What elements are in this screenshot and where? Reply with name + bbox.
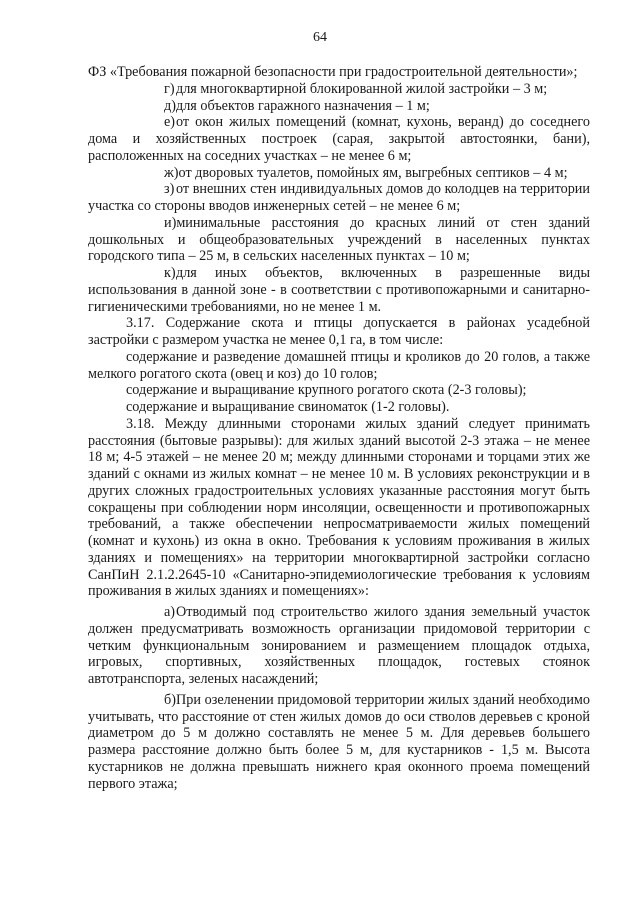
list-item-k	[88, 265, 590, 315]
list-item-text: от дворовых туалетов, помойных ям, выгребных септиков – 4 м;	[178, 164, 568, 181]
list-item-e	[88, 114, 590, 164]
list-item-a	[88, 604, 590, 688]
section-3-18	[88, 416, 590, 600]
document-body	[88, 64, 590, 792]
paragraph-text: ФЗ «Требования пожарной безопасности при градостроительной деятельности»;	[88, 64, 578, 80]
list-item-g	[88, 81, 590, 98]
list-item-text: для объектов гаражного назначения – 1 м;	[176, 97, 430, 114]
list-item-prefix: а)	[164, 604, 176, 620]
list-item-d	[88, 98, 590, 115]
list-item-prefix: к)	[164, 265, 176, 281]
list-item-prefix: б)	[164, 691, 176, 708]
livestock-item-pigs	[88, 399, 590, 416]
list-item-prefix: г)	[164, 80, 175, 97]
list-item-zh	[88, 165, 590, 182]
livestock-item-cattle	[88, 382, 590, 399]
list-item-prefix: д)	[164, 97, 176, 114]
livestock-item-poultry	[88, 349, 590, 383]
paragraph-law-reference	[88, 64, 590, 81]
list-item-text: для иных объектов, включенных в разрешенные виды использования в данной зоне - в соответствии с противопожарными и санитарно-гигиеническими требованиями, но не менее 1 м.	[88, 265, 590, 315]
list-item-text: минимальные расстояния до красных линий от стен зданий дошкольных и общеобразовательных учреждений в населенных пунктах городского типа – 25 м, в сельских населенных пунктах – 10 м;	[88, 214, 590, 265]
section-3-17	[88, 315, 590, 349]
paragraph-text: содержание и выращивание крупного рогатого скота (2-3 головы);	[126, 382, 527, 399]
list-item-prefix: з)	[164, 181, 175, 198]
list-item-text: для многоквартирной блокированной жилой застройки – 3 м;	[176, 80, 548, 97]
list-item-prefix: е)	[164, 114, 176, 131]
list-item-prefix: ж)	[164, 164, 179, 181]
list-item-text: от окон жилых помещений (комнат, кухонь, веранд) до соседнего дома и хозяйственных построек (сарая, закрытой автостоянки, бани), расположенных на соседних участках – не менее 6 м;	[88, 114, 590, 164]
list-item-text: от внешних стен индивидуальных домов до колодцев на территории участка со стороны вводов инженерных сетей – не менее 6 м;	[88, 181, 590, 214]
list-item-text: Отводимый под строительство жилого здания земельный участок должен предусматривать возможность организации придомовой территории с четким функциональным зонированием и размещением площадок отдыха, игровых, спортивных, хозяйственных площадок, гостевых стоянок автотранспорта, зеленых насаждений;	[88, 604, 590, 687]
list-item-prefix: и)	[164, 214, 177, 231]
page-number: 64	[313, 30, 327, 45]
paragraph-text: 3.18. Между длинными сторонами жилых зданий следует принимать расстояния (бытовые разрывы): для жилых зданий высотой 2-3 этажа – не менее 18 м; 4-5 этажей – не менее 20 м; между длинными сторонами и торцами этих же зданий с окнами из жилых комнат – не менее 10 м. В условиях реконструкции и в других сложных градостроительных условиях указанные расстояния могут быть сокращены при соблюдении норм инсоляции, освещенности и противопожарных требований, а также обеспечении непросматриваемости жилых помещений (комнат и кухонь) из окна в окно. Требования к условиям проживания в жилых зданиях и помещениях» на территории многоквартирной застройки согласно СанПиН 2.1.2.2645-10 «Санитарно-эпидемиологические требования к условиям проживания в жилых зданиях и помещениях»:	[88, 415, 590, 600]
list-item-text: При озеленении придомовой территории жилых зданий необходимо учитывать, что расстояние от стен жилых домов до оси стволов деревьев с кроной диаметром до 5 м должно составлять не менее 5 м. Для деревьев большего размера расстояние должно быть более 5 м, для кустарников - 1,5 м. Высота кустарников не должна превышать нижнего края оконного проема помещений первого этажа;	[88, 691, 590, 792]
list-item-i	[88, 215, 590, 265]
paragraph-text: содержание и выращивание свиноматок (1-2 головы).	[126, 399, 450, 415]
list-item-b	[88, 692, 590, 793]
paragraph-text: содержание и разведение домашней птицы и кроликов до 20 голов, а также мелкого рогатого скота (овец и коз) до 10 голов;	[88, 348, 590, 382]
paragraph-text: 3.17. Содержание скота и птицы допускается в районах усадебной застройки с размером участка не менее 0,1 га, в том числе:	[88, 315, 590, 348]
list-item-z	[88, 181, 590, 215]
